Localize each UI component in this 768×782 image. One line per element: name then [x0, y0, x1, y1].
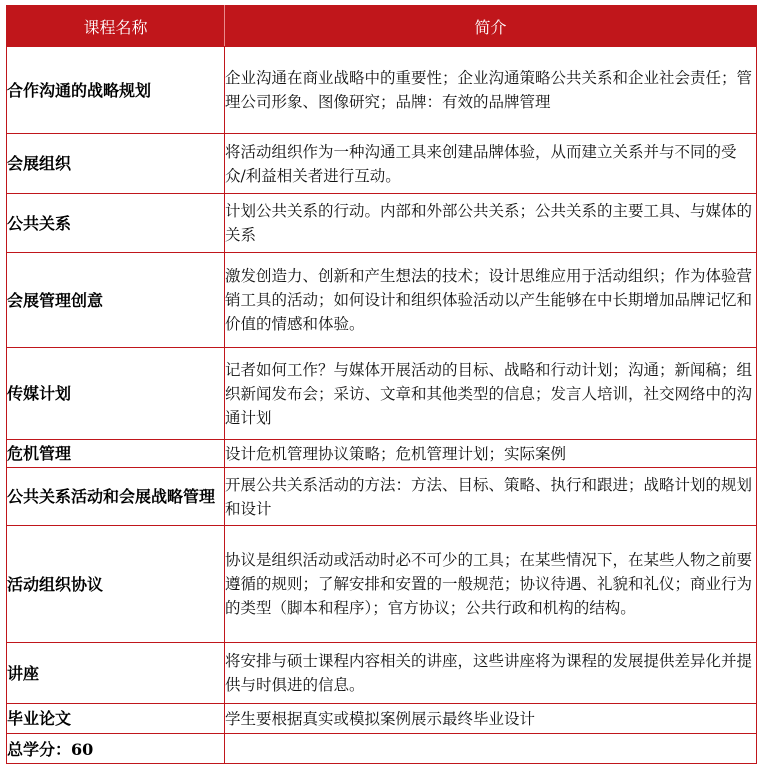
course-name: 危机管理: [7, 440, 225, 468]
course-name: 合作沟通的战略规划: [7, 47, 225, 134]
column-header-course-name: 课程名称: [7, 6, 225, 47]
course-description: 开展公共关系活动的方法：方法、目标、策略、执行和跟进；战略计划的规划和设计: [225, 468, 757, 526]
total-row: [7, 734, 757, 764]
course-description: 设计危机管理协议策略；危机管理计划；实际案例: [225, 440, 757, 468]
course-description: 将活动组织作为一种沟通工具来创建品牌体验，从而建立关系并与不同的受众/利益相关者进行互动。: [225, 134, 757, 194]
course-name: 会展管理创意: [7, 253, 225, 348]
column-header-description: 简介: [225, 6, 757, 47]
course-description: 协议是组织活动或活动时必不可少的工具；在某些情况下，在某些人物之前要遵循的规则；了解安排和安置的一般规范；协议待遇、礼貌和礼仪；商业行为的类型（脚本和程序）；官方协议；公共行政和机构的结构。: [225, 526, 757, 643]
table-row: [7, 468, 757, 526]
course-name: 公共关系: [7, 194, 225, 253]
table-header-row: [7, 6, 757, 47]
course-description: 学生要根据真实或模拟案例展示最终毕业设计: [225, 704, 757, 734]
table-row: [7, 47, 757, 134]
course-name: 毕业论文: [7, 704, 225, 734]
table-row: [7, 194, 757, 253]
table-row: [7, 440, 757, 468]
course-description: 企业沟通在商业战略中的重要性；企业沟通策略公共关系和企业社会责任；管理公司形象、图像研究；品牌：有效的品牌管理: [225, 47, 757, 134]
course-description: 将安排与硕士课程内容相关的讲座，这些讲座将为课程的发展提供差异化并提供与时俱进的信息。: [225, 643, 757, 704]
table-row: [7, 134, 757, 194]
course-name: 公共关系活动和会展战略管理: [7, 468, 225, 526]
course-name: 传媒计划: [7, 348, 225, 440]
course-name: 活动组织协议: [7, 526, 225, 643]
course-name: 会展组织: [7, 134, 225, 194]
table-row: [7, 643, 757, 704]
course-description: 激发创造力、创新和产生想法的技术；设计思维应用于活动组织；作为体验营销工具的活动；如何设计和组织体验活动以产生能够在中长期增加品牌记忆和价值的情感和体验。: [225, 253, 757, 348]
course-name: 讲座: [7, 643, 225, 704]
table-row: [7, 253, 757, 348]
table-row: [7, 526, 757, 643]
table-row: [7, 348, 757, 440]
total-credits: 总学分：60: [7, 734, 225, 764]
total-credits-empty-cell: [225, 734, 757, 764]
course-table: [6, 5, 757, 764]
table-row: [7, 704, 757, 734]
course-description: 记者如何工作？与媒体开展活动的目标、战略和行动计划；沟通；新闻稿；组织新闻发布会；采访、文章和其他类型的信息；发言人培训，社交网络中的沟通计划: [225, 348, 757, 440]
course-description: 计划公共关系的行动。内部和外部公共关系；公共关系的主要工具、与媒体的关系: [225, 194, 757, 253]
